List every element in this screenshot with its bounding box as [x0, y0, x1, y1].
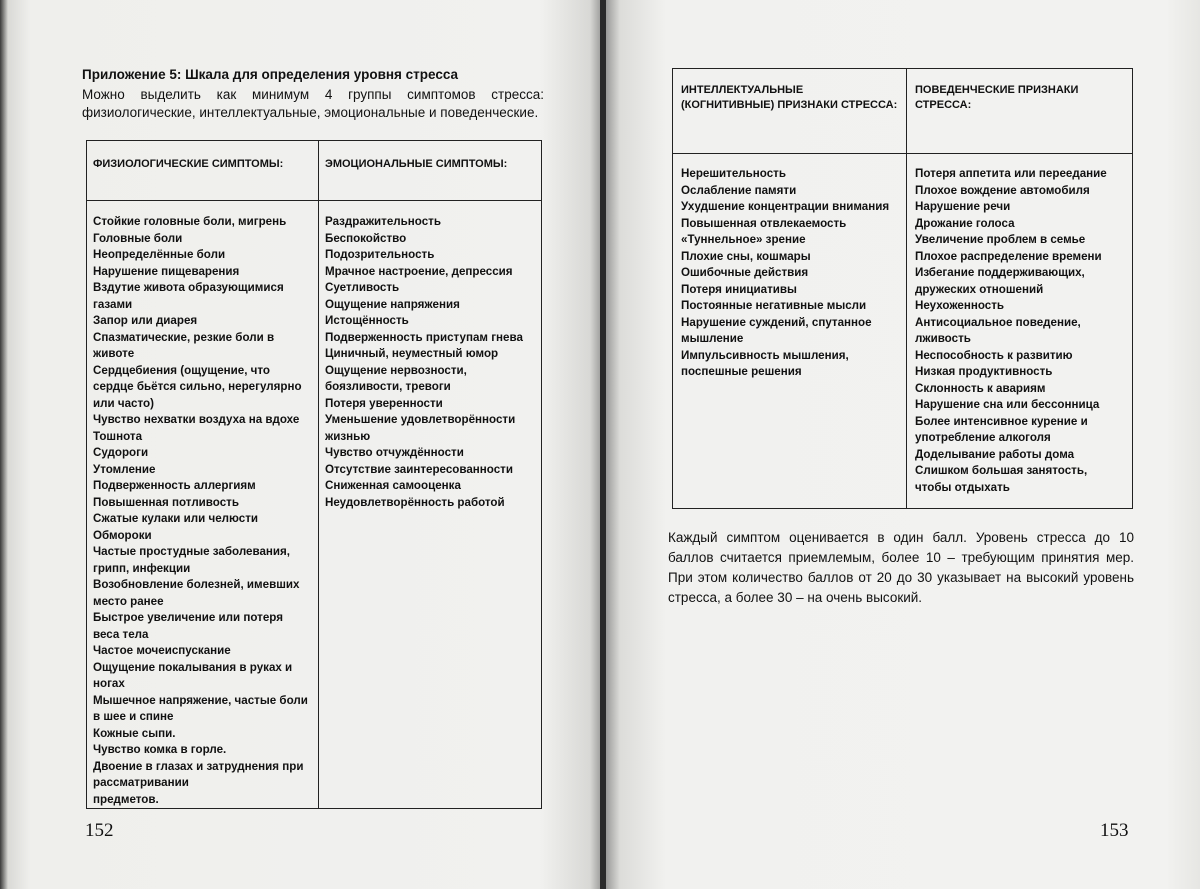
- list-item: Вздутие живота образующимися газами: [93, 280, 312, 313]
- behavioral-list: [907, 154, 1133, 509]
- list-item: Плохое вождение автомобиля: [915, 183, 1124, 200]
- list-item: Подозрительность: [325, 247, 535, 264]
- list-item: Быстрое увеличение или потеря веса тела: [93, 610, 312, 643]
- intro-paragraph: Можно выделить как минимум 4 группы симптомов стресса: физиологические, интеллектуальные, эмоциональные и поведенческие.: [82, 86, 544, 122]
- list-item: Ощущение покалывания в руках и ногах: [93, 660, 312, 693]
- list-item: Нарушение речи: [915, 199, 1124, 216]
- list-item: предметов.: [93, 792, 312, 809]
- list-item: Подверженность аллергиям: [93, 478, 312, 495]
- list-item: «Туннельное» зрение: [681, 232, 898, 249]
- list-item: Частые простудные заболевания, грипп, инфекции: [93, 544, 312, 577]
- list-item: Нарушение суждений, спутанное мышление: [681, 315, 898, 348]
- list-item: Двоение в глазах и затруднения при рассматривании: [93, 759, 312, 792]
- list-item: Ошибочные действия: [681, 265, 898, 282]
- list-item: Мышечное напряжение, частые боли в шее и спине: [93, 693, 312, 726]
- list-item: Частое мочеиспускание: [93, 643, 312, 660]
- list-item: Импульсивность мышления, поспешные решения: [681, 348, 898, 381]
- page-number-left: 152: [85, 820, 114, 842]
- list-item: Ощущение напряжения: [325, 297, 535, 314]
- physiological-list: [87, 201, 319, 809]
- list-item: Ощущение нервозности, боязливости, тревоги: [325, 363, 535, 396]
- list-item: Склонность к авариям: [915, 381, 1124, 398]
- list-item: Плохое распределение времени: [915, 249, 1124, 266]
- list-item: Головные боли: [93, 231, 312, 248]
- list-item: Неудовлетворённость работой: [325, 495, 535, 512]
- list-item: Слишком большая занятость, чтобы отдыхать: [915, 463, 1124, 496]
- physiological-header: ФИЗИОЛОГИЧЕСКИЕ СИМПТОМЫ:: [87, 141, 319, 201]
- list-item: Запор или диарея: [93, 313, 312, 330]
- list-item: Сжатые кулаки или челюсти: [93, 511, 312, 528]
- list-item: Чувство нехватки воздуха на вдохе: [93, 412, 312, 429]
- list-item: Подверженность приступам гнева: [325, 330, 535, 347]
- list-item: Циничный, неуместный юмор: [325, 346, 535, 363]
- list-item: Дрожание голоса: [915, 216, 1124, 233]
- list-item: Неспособность к развитию: [915, 348, 1124, 365]
- emotional-list: [319, 201, 542, 809]
- scoring-paragraph: Каждый симптом оценивается в один балл. Уровень стресса до 10 баллов считается приемлемым, более 10 – требующим принятия мер. При этом количество баллов от 20 до 30 указывает на высокий уровень стресса, а более 30 – на очень высокий.: [668, 528, 1134, 608]
- list-item: Чувство комка в горле.: [93, 742, 312, 759]
- list-item: Неопределённые боли: [93, 247, 312, 264]
- list-item: Нарушение пищеварения: [93, 264, 312, 281]
- symptoms-table-left: [86, 140, 542, 809]
- left-page: [0, 0, 604, 889]
- symptoms-table-right: [672, 68, 1133, 509]
- list-item: Стойкие головные боли, мигрень: [93, 214, 312, 231]
- list-item: Беспокойство: [325, 231, 535, 248]
- list-item: Ослабление памяти: [681, 183, 898, 200]
- list-item: Избегание поддерживающих, дружеских отношений: [915, 265, 1124, 298]
- list-item: Обмороки: [93, 528, 312, 545]
- list-item: Постоянные негативные мысли: [681, 298, 898, 315]
- list-item: Повышенная потливость: [93, 495, 312, 512]
- list-item: Сердцебиения (ощущение, что сердце бьётся сильно, нерегулярно или часто): [93, 363, 312, 413]
- list-item: Возобновление болезней, имевших место ранее: [93, 577, 312, 610]
- list-item: Неухоженность: [915, 298, 1124, 315]
- list-item: Потеря инициативы: [681, 282, 898, 299]
- list-item: Утомление: [93, 462, 312, 479]
- page-number-right: 153: [1100, 820, 1129, 842]
- appendix-heading: Приложение 5: Шкала для определения уровня стресса: [82, 67, 552, 82]
- list-item: Потеря аппетита или переедание: [915, 166, 1124, 183]
- emotional-header: ЭМОЦИОНАЛЬНЫЕ СИМПТОМЫ:: [319, 141, 542, 201]
- list-item: Чувство отчуждённости: [325, 445, 535, 462]
- list-item: Кожные сыпи.: [93, 726, 312, 743]
- list-item: Потеря уверенности: [325, 396, 535, 413]
- cognitive-header: ИНТЕЛЛЕКТУАЛЬНЫЕ (КОГНИТИВНЫЕ) ПРИЗНАКИ СТРЕССА:: [673, 69, 907, 154]
- list-item: Ухудшение концентрации внимания: [681, 199, 898, 216]
- list-item: Судороги: [93, 445, 312, 462]
- list-item: Отсутствие заинтересованности: [325, 462, 535, 479]
- list-item: Низкая продуктивность: [915, 364, 1124, 381]
- list-item: Сниженная самооценка: [325, 478, 535, 495]
- list-item: Суетливость: [325, 280, 535, 297]
- list-item: Истощённость: [325, 313, 535, 330]
- list-item: Антисоциальное поведение, лживость: [915, 315, 1124, 348]
- list-item: Плохие сны, кошмары: [681, 249, 898, 266]
- list-item: Спазматические, резкие боли в животе: [93, 330, 312, 363]
- list-item: Раздражительность: [325, 214, 535, 231]
- list-item: Тошнота: [93, 429, 312, 446]
- list-item: Нерешительность: [681, 166, 898, 183]
- cognitive-list: [673, 154, 907, 509]
- list-item: Более интенсивное курение и употребление алкоголя: [915, 414, 1124, 447]
- list-item: Мрачное настроение, депрессия: [325, 264, 535, 281]
- list-item: Увеличение проблем в семье: [915, 232, 1124, 249]
- behavioral-header: ПОВЕДЕНЧЕСКИЕ ПРИЗНАКИ СТРЕССА:: [907, 69, 1133, 154]
- list-item: Доделывание работы дома: [915, 447, 1124, 464]
- list-item: Нарушение сна или бессонница: [915, 397, 1124, 414]
- list-item: Повышенная отвлекаемость: [681, 216, 898, 233]
- list-item: Уменьшение удовлетворённости жизнью: [325, 412, 535, 445]
